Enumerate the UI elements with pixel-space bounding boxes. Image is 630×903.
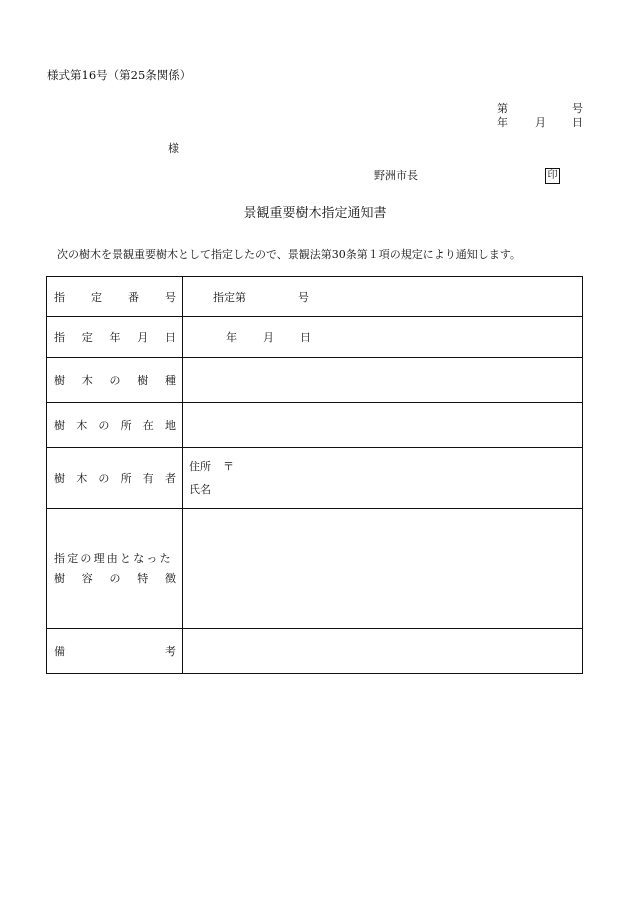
seal-stamp: 印	[545, 168, 560, 184]
label-remarks: 備 考	[47, 629, 183, 674]
document-title: 景観重要樹木指定通知書	[243, 206, 387, 221]
form-number: 様式第16号（第25条関係）	[47, 68, 192, 82]
row-designation-reason	[47, 509, 583, 629]
owner-name-label: 氏名	[189, 483, 211, 496]
label-designation-reason: 指定の理由となった 樹 容 の 特 徴	[47, 509, 183, 629]
label-designation-date: 指 定 年 月 日	[47, 317, 183, 358]
row-tree-owner	[47, 448, 583, 509]
designation-number-prefix: 指定第	[213, 290, 246, 304]
owner-address-line	[189, 455, 582, 478]
postal-mark: 〒	[223, 460, 234, 473]
row-remarks	[47, 629, 583, 674]
designation-date-year: 年	[226, 331, 237, 344]
value-designation-reason[interactable]	[183, 509, 583, 629]
document-number-prefix: 第	[497, 102, 508, 115]
value-tree-location[interactable]	[183, 403, 583, 448]
row-designation-number	[47, 277, 583, 317]
intro-text: 次の樹木を景観重要樹木として指定したので、景観法第30条第１項の規定により通知します。	[57, 248, 521, 261]
row-tree-species	[47, 358, 583, 403]
issue-date-month: 月	[535, 116, 546, 129]
value-tree-owner[interactable]	[183, 448, 583, 509]
document-number-suffix: 号	[572, 102, 583, 115]
issue-date-day: 日	[572, 116, 583, 129]
recipient-suffix: 様	[168, 142, 179, 155]
value-designation-number[interactable]	[183, 277, 583, 317]
value-designation-date[interactable]	[183, 317, 583, 358]
label-tree-location: 樹 木 の 所 在 地	[47, 403, 183, 448]
designation-table	[46, 276, 583, 674]
row-designation-date	[47, 317, 583, 358]
issue-date	[497, 117, 583, 129]
designation-number-suffix: 号	[298, 290, 309, 304]
designation-date-day: 日	[300, 331, 311, 344]
designation-date-month: 月	[263, 331, 274, 344]
issue-date-year: 年	[497, 116, 508, 129]
row-tree-location	[47, 403, 583, 448]
value-remarks[interactable]	[183, 629, 583, 674]
label-tree-species: 樹 木 の 樹 種	[47, 358, 183, 403]
issuer: 野洲市長	[374, 169, 418, 182]
owner-address-label: 住所	[189, 460, 211, 473]
label-designation-number: 指 定 番 号	[47, 277, 183, 317]
value-tree-species[interactable]	[183, 358, 583, 403]
label-tree-owner: 樹 木 の 所 有 者	[47, 448, 183, 509]
